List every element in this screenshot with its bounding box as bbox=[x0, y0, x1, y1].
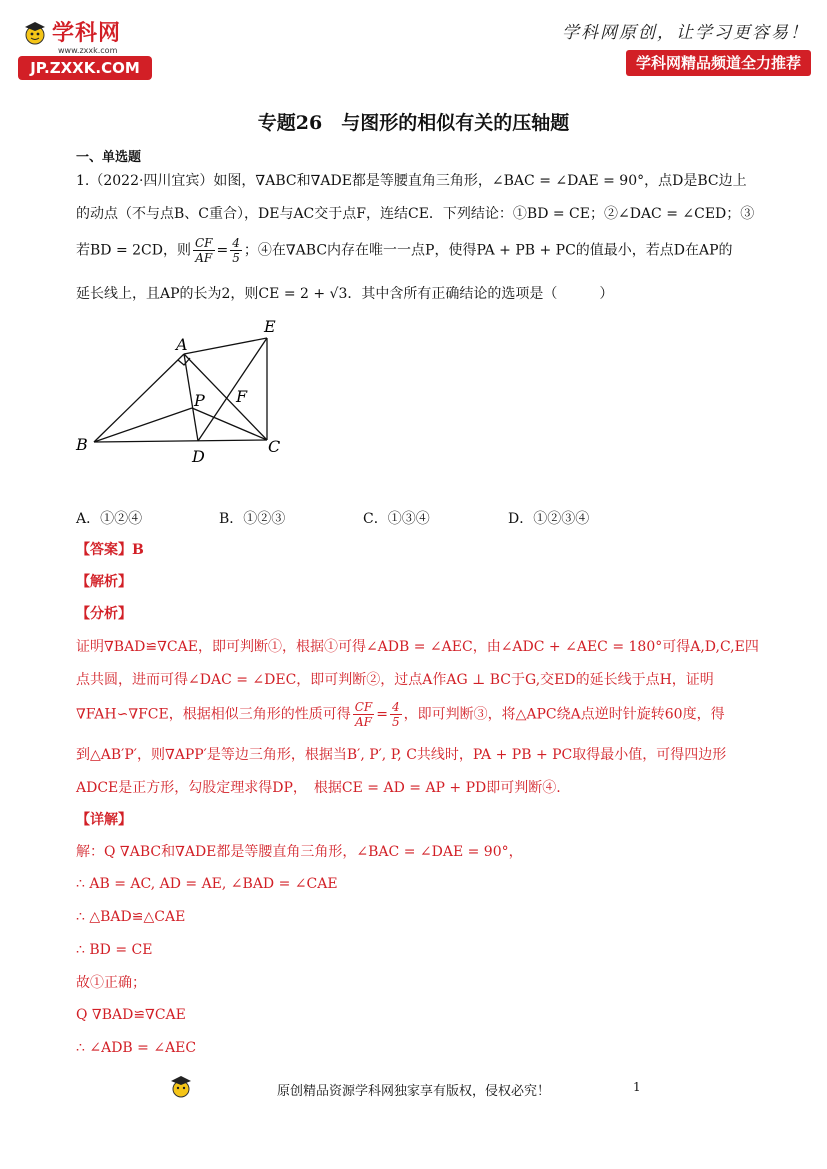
detail-line-4: ∴ BD = CE bbox=[76, 942, 153, 958]
label-a: A bbox=[176, 335, 188, 354]
detail-line-6: Q ∇BAD≌∇CAE bbox=[76, 1007, 186, 1023]
detail-line-2: ∴ AB = AC, AD = AE, ∠BAD = ∠CAE bbox=[76, 876, 338, 892]
label-p: P bbox=[194, 391, 205, 410]
label-d: D bbox=[192, 447, 205, 466]
segment-ab bbox=[94, 354, 184, 442]
detail-line-3: ∴ △BAD≌△CAE bbox=[76, 909, 186, 925]
equals-sign: = bbox=[216, 242, 229, 259]
segment-pc bbox=[192, 408, 267, 440]
segment-bp bbox=[94, 408, 192, 442]
page-number: 1 bbox=[633, 1080, 641, 1094]
detail-line-5: 故①正确； bbox=[76, 975, 146, 991]
analysis-line-5: ADCE是正方形，勾股定理求得DP， 根据CE = AD = AP + PD即可判断④. bbox=[76, 780, 561, 796]
question-line-4: 延长线上，且AP的长为2，则CE = 2 + √3．其中含所有正确结论的选项是（ ） bbox=[76, 286, 614, 302]
recommend-badge: 学科网精品频道全力推荐 bbox=[626, 50, 811, 76]
logo-url: www.zxxk.com bbox=[58, 46, 118, 55]
jiexi-heading: 【解析】 bbox=[76, 574, 132, 590]
label-b: B bbox=[76, 435, 88, 454]
slogan: 学科网原创，让学习更容易！ bbox=[562, 23, 809, 43]
analysis-fraction-cf-af: $\frac{CF}{AF}$ bbox=[354, 700, 373, 729]
analysis-line-3-end: ，即可判断③，将△APC绕A点逆时针旋转60度，得 bbox=[403, 706, 725, 723]
geometry-figure bbox=[70, 312, 300, 472]
option-c[interactable]: C．①③④ bbox=[363, 511, 430, 527]
mascot-icon bbox=[22, 20, 48, 46]
detail-line-7: ∴ ∠ADB = ∠AEC bbox=[76, 1040, 197, 1056]
analysis-line-4: 到△AB′P′，则∇APP′是等边三角形，根据当B′, P′, P, C共线时，PA + PB + PC取得最小值，可得四边形 bbox=[76, 747, 727, 763]
page-title: 专题26 与图形的相似有关的压轴题 bbox=[257, 112, 570, 134]
analysis-equals: = bbox=[376, 706, 388, 723]
question-line-3 bbox=[76, 236, 756, 265]
question-line-2: 的动点（不与点B、C重合），DE与AC交于点F，连结CE．下列结论：①BD = CE；②∠DAC = ∠CED；③ bbox=[76, 206, 755, 222]
logo-badge: JP.ZXXK.COM bbox=[18, 56, 152, 80]
option-b[interactable]: B．①②③ bbox=[219, 511, 286, 527]
analysis-fraction-4-5: $\frac{4}{5}$ bbox=[392, 700, 400, 729]
fraction-cf-af: $\frac{CF}{AF}$ bbox=[195, 236, 213, 265]
analysis-line-3 bbox=[76, 700, 756, 729]
footer-copyright: 原创精品资源学科网独家享有版权，侵权必究！ bbox=[276, 1084, 550, 1099]
logo-name: 学科网 bbox=[52, 21, 122, 46]
option-d[interactable]: D．①②③④ bbox=[508, 511, 590, 527]
fenxi-heading: 【分析】 bbox=[76, 606, 132, 622]
label-c: C bbox=[268, 437, 281, 456]
option-a[interactable]: A．①②④ bbox=[76, 511, 143, 527]
question-line-3-end: ；④在∇ABC内存在唯一一点P，使得PA + PB + PC的值最小，若点D在AP的 bbox=[243, 242, 733, 259]
label-e: E bbox=[264, 317, 276, 336]
site-logo[interactable] bbox=[18, 14, 158, 84]
question-line-1: 1.（2022·四川宜宾）如图，∇ABC和∇ADE都是等腰直角三角形，∠BAC = ∠DAE = 90°，点D是BC边上 bbox=[76, 173, 747, 189]
segment-bc bbox=[94, 440, 267, 442]
analysis-line-3-start: ∇FAH∽∇FCE，根据相似三角形的性质可得 bbox=[76, 706, 351, 723]
fraction-4-5: $\frac{4}{5}$ bbox=[232, 236, 240, 265]
answer: 【答案】B bbox=[76, 542, 144, 558]
label-f: F bbox=[236, 387, 248, 406]
segment-ae bbox=[184, 338, 267, 354]
question-line-3-start: 若BD = 2CD，则 bbox=[76, 242, 191, 259]
detail-line-1: 解：Q ∇ABC和∇ADE都是等腰直角三角形，∠BAC = ∠DAE = 90°， bbox=[76, 844, 523, 860]
section-heading: 一、单选题 bbox=[76, 150, 142, 165]
detail-heading: 【详解】 bbox=[76, 812, 132, 828]
analysis-line-1: 证明∇BAD≌∇CAE，即可判断①，根据①可得∠ADB = ∠AEC，由∠ADC + ∠AEC = 180°可得A,D,C,E四 bbox=[76, 639, 759, 655]
analysis-line-2: 点共圆，进而可得∠DAC = ∠DEC，即可判断②，过点A作AG ⊥ BC于G,交ED的延长线于点H，证明 bbox=[76, 672, 714, 688]
